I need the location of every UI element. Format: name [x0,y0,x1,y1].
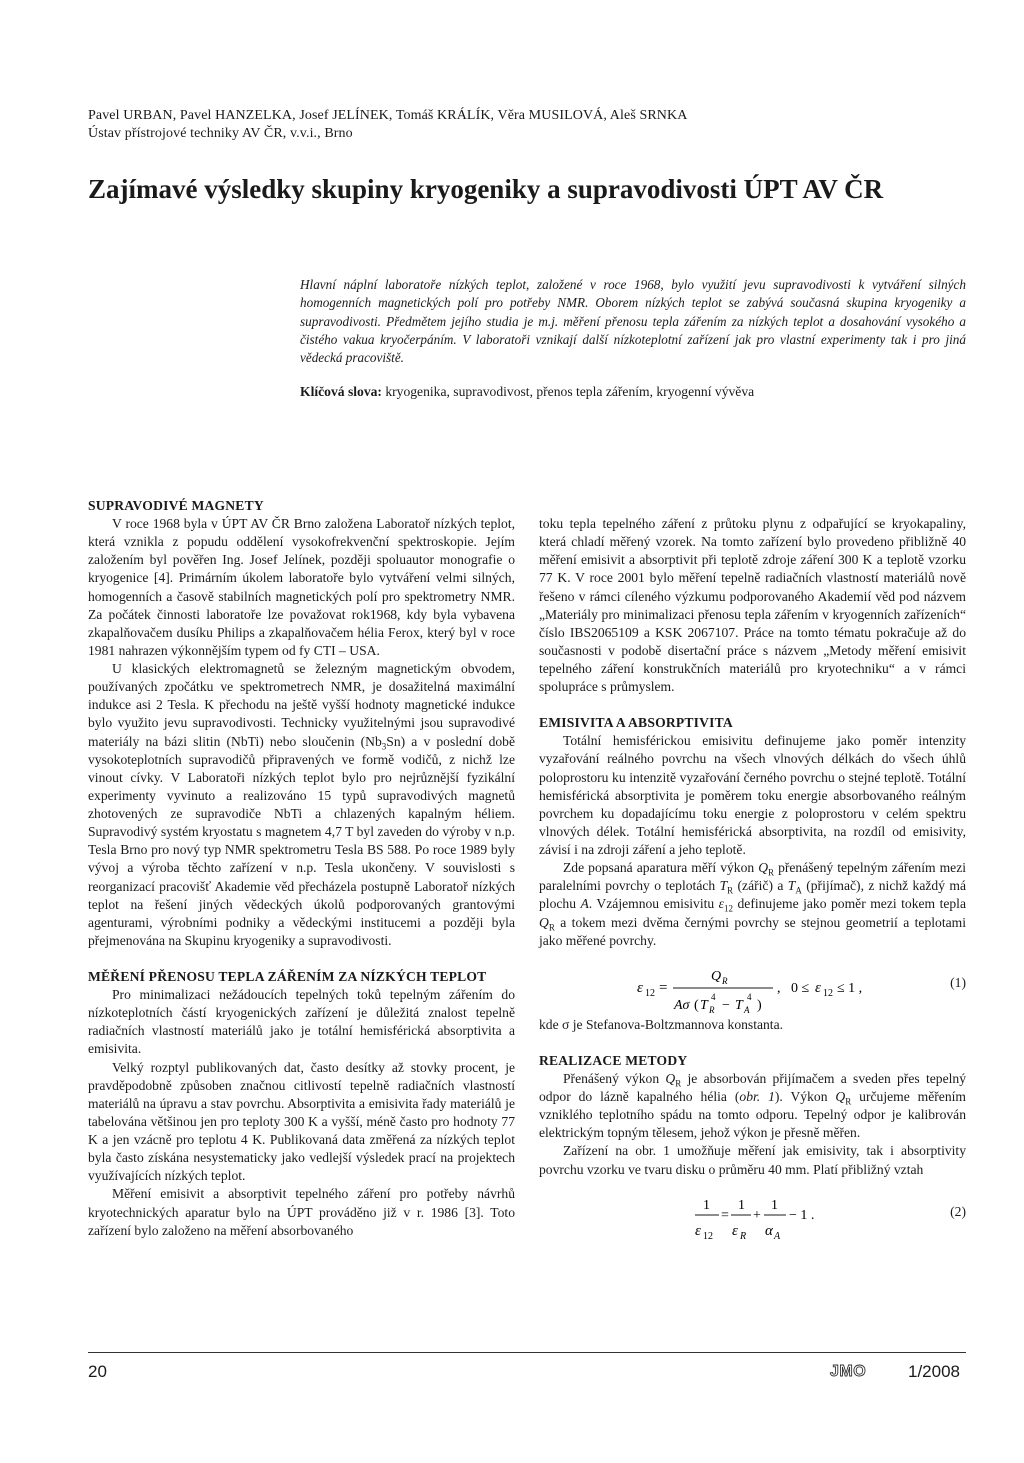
paragraph: kde σ je Stefanova-Boltzmannova konstanta. [539,1016,784,1032]
svg-text:≤ 1 ,: ≤ 1 , [837,980,863,996]
svg-text:α: α [765,1222,773,1239]
svg-text:): ) [757,997,762,1013]
keywords [300,383,966,401]
svg-text:=: = [659,979,668,996]
svg-text:12: 12 [823,987,833,999]
svg-text:=: = [721,1207,729,1223]
keywords-value: kryogenika, supravodivost, přenos tepla zářením, kryogenní vývěva [385,384,755,399]
svg-text:4: 4 [747,991,752,1002]
equation-1-number: (1) [950,974,966,990]
svg-text:−: − [722,997,730,1013]
svg-text:12: 12 [645,987,655,999]
authors-line: Pavel URBAN, Pavel HANZELKA, Josef JELÍNEK, Tomáš KRÁLÍK, Věra MUSILOVÁ, Aleš SRNKA [88,108,688,123]
article-title: Zajímavé výsledky skupiny kryogeniky a supravodivosti ÚPT AV ČR [88,174,884,204]
svg-text:ε: ε [695,1222,701,1239]
section-heading-emissivity: EMISIVITA A ABSORPTIVITA [539,715,733,731]
abstract-text: Hlavní náplní laboratoře nízkých teplot, založené v roce 1968, bylo využití jevu supravodivosti k vytváření silných homogenních magnetických polí pro potřeby NMR. Oborem nízkých teplot se zabývá současná skupina kryogeniky a supravodivosti. Předmětem jejího studia je m.j. měření přenosu tepla zářením za nízkých teplot a dosahování vysokého a čistého vakua kryočerpáním. V laboratoři vznikají další nízkoteplotní zařízení jak pro vlastní experimenty tak i pro jiná vědecká pracoviště. [300,277,966,366]
equation-2-number: (2) [950,1203,966,1219]
paragraph: Zde popsaná aparatura měří výkon $Q_R$ přenášený tepelným zářením mezi paralelními povrchy o teplotách $T_R$ (zářič) a $T_A$ (přijímač), z nichž každý má plochu A. Vzájemnou emisivitu $\varepsilon_{12}$ definujeme jako poměr mezi tokem tepla $Q_R$ a tokem mezi dvěma černými povrchy se stejnou geometrií a teplotami jako měřené povrchy. [539,860,967,948]
equation-1-formula [539,960,919,1016]
section-heading-radiation: MĚŘENÍ PŘENOSU TEPLA ZÁŘENÍM ZA NÍZKÝCH TEPLOT [88,969,487,984]
svg-text:− 1 .: − 1 . [789,1207,815,1223]
svg-text:4: 4 [711,991,716,1002]
keywords-label: Klíčová slova: [300,384,382,399]
svg-text:ε: ε [732,1222,738,1239]
svg-text:Q: Q [711,968,722,984]
svg-text:R: R [722,975,728,986]
paragraph: Pro minimalizaci nežádoucích tepelných toků tepelným zářením do nízkoteplotních částí kryogenických zařízení je důležitá znalost tepelně radiačních vlastností materiálů jako je totální hemisférická absorptivita a emisivita. [88,987,515,1057]
page-number: 20 [88,1362,107,1381]
svg-text:1: 1 [738,1197,745,1213]
svg-text:,: , [777,980,781,996]
left-column [88,497,515,1240]
affiliation-line: Ústav přístrojové techniky AV ČR, v.v.i., Brno [88,126,353,141]
equation-2-formula [539,1189,919,1245]
svg-text:T: T [735,997,743,1013]
author-block [88,107,687,143]
svg-text:ε: ε [637,979,643,996]
svg-text:(: ( [694,997,699,1013]
svg-text:T: T [700,997,708,1013]
paragraph: V roce 1968 byla v ÚPT AV ČR Brno založena Laboratoř nízkých teplot, která vznikla z popudu oddělení vysokofrekvenční spektroskopie. Jejím založením byl pověřen Ing. Josef Jelínek, později spoluautor monografie o kryogenice [4]. Primárním úkolem laboratoře bylo vytváření velmi silných, homogenních a časově stabilních magnetických polí pro spektrometry NMR. Za počátek činnosti laboratoře lze považovat rok1968, kdy byla vybavena zkapalňovačem dusíku Philips a zkapalňovačem hélia Ferox, který byl v roce 1981 nahrazen výkonnějším typem od fy CTI – USA. [88,516,515,658]
issue-number: 1/2008 [908,1362,960,1381]
svg-text:A: A [744,1004,750,1015]
paragraph: Velký rozptyl publikovaných dat, často desítky až stovky procent, je pravděpodobně způsoben značnou citlivostí tepelně radiačních vlastností materiálů na úpravu a stav povrchu. Absorptivita a emisivita řady materiálů je tabelována většinou jen pro teploty 300 K a vyšší, méně často pro hodnoty 77 K a jen vzácně pro teplotu 4 K. Publikovaná data změřená za nízkých teplot byla často získána nesystematicky jako vedlejší výsledek prací na projektech využívajících nízkých teplot. [88,1059,515,1184]
svg-text:Aσ: Aσ [674,997,690,1013]
equation-1 [539,960,966,1016]
journal-logo [829,1360,881,1380]
paragraph: Přenášený výkon $Q_R$ je absorbován přijímačem a sveden přes tepelný odpor do lázně kapalného hélia (obr. 1). Výkon $Q_R$ určujeme měřením vzniklého teplotního spádu na tomto odporu. Tepelný odpor je kalibrován elektrickým topným tělesem, jehož výkon je přesně měřen. [539,1070,966,1141]
paragraph: U klasických elektromagnetů se železným magnetickým obvodem, používaných zpočátku ve spektrometrech NMR, je dosažitelná maximální indukce asi 2 Tesla. K přechodu na ještě vyšší hodnoty magnetické indukce bylo využito jevu supravodivosti. Technicky využitelnými jsou supravodivé materiály na bázi slitin (NbTi) nebo sloučenin $(Nb_3Sn)$ a v poslední době vysokoteplotních supravodičů připravených ve formě vodičů, z nichž lze vinout cívky. V Laboratoři nízkých teplot bylo pro nejrůznější fyzikální experimenty vyvinuto a realizováno 15 typů supravodivých magnetů zhotovených ze supravodiče NbTi a chlazených kapalným héliem. Supravodivý systém kryostatu s magnetem 4,7 T byl zaveden do výroby v n.p. Tesla Brno pro nový typ NMR spektrometru Tesla BS 588. Po roce 1989 byly vývoj a výroba těchto zařízení v n.p. Tesla ukončeny. V souvislosti s reorganizací pracovišť Akademie věd přecházela postupně Laboratoř nízkých teplot na řešení jiných vědeckých úkolů podporovaných grantovými agenturami, výrobními podniky a vědeckými institucemi a později byla přejmenována na Skupinu kryogeniky a supravodivosti. [88,661,515,948]
svg-text:1: 1 [703,1197,710,1213]
section-heading-magnets: SUPRAVODIVÉ MAGNETY [88,498,264,513]
svg-text:ε: ε [815,979,821,996]
svg-text:R: R [740,1230,747,1242]
svg-text:1: 1 [771,1197,778,1213]
footer-divider [88,1352,966,1353]
abstract [300,276,966,367]
paragraph: Totální hemisférickou emisivitu definujeme jako poměr intenzity vyzařování reálného povrchu na všech vlnových délkách do všech úhlů poloprostoru ku intenzitě vyzařování černého povrchu o stejné teplotě. Totální hemisférická absorptivita je poměrem toku energie absorbovaného reálným povrchem ku dopadajícímu toku energie z poloprostoru v celém spektru vlnových délek. Totální hemisférická absorptivita, na rozdíl od emisivity, závisí i na zdroji záření a jeho teplotě. [539,733,966,857]
paragraph: toku tepla tepelného záření z průtoku plynu z odpařující se kryokapaliny, která chladí měřený vzorek. Na tomto zařízení bylo provedeno přibližně 40 měření emisivit a absorptivit při teplotě zdroje záření 300 K a teplotě vzorku 77 K. V roce 2001 bylo měření tepelně radiačních vlastností materiálů nově řešeno v rámci cíleného výzkumu podporovaného Akademií věd pod názvem „Materiály pro minimalizaci přenosu tepla zářením v kryogenních zařízeních“ číslo IBS2065109 a KSK 2067107. Práce na tomto tématu pokračuje až do současnosti v podobě disertační práce s názvem „Metody měření emisivit tepelného záření konstrukčních materiálů pro kryotechniku“ a v rámci spolupráce s průmyslem. [539,516,966,695]
svg-text:A: A [774,1230,781,1242]
svg-text:R: R [709,1004,715,1015]
svg-text:12: 12 [703,1230,713,1242]
section-heading-realization: REALIZACE METODY [539,1052,688,1068]
equation-2 [539,1189,966,1245]
right-column [539,515,966,1245]
paragraph: Zařízení na obr. 1 umožňuje měření jak emisivity, tak i absorptivity povrchu vzorku ve tvaru disku o průměru 40 mm. Platí přibližný vztah [539,1143,966,1177]
paragraph: Měření emisivit a absorptivit tepelného záření pro potřeby návrhů kryotechnických aparatur bylo na ÚPT prováděno již v r. 1986 [3]. Toto zařízení bylo založeno na měření absorbovaného [88,1186,515,1238]
svg-text:+: + [753,1207,761,1223]
svg-text:JMO: JMO [830,1363,867,1380]
svg-text:0 ≤: 0 ≤ [791,980,810,996]
